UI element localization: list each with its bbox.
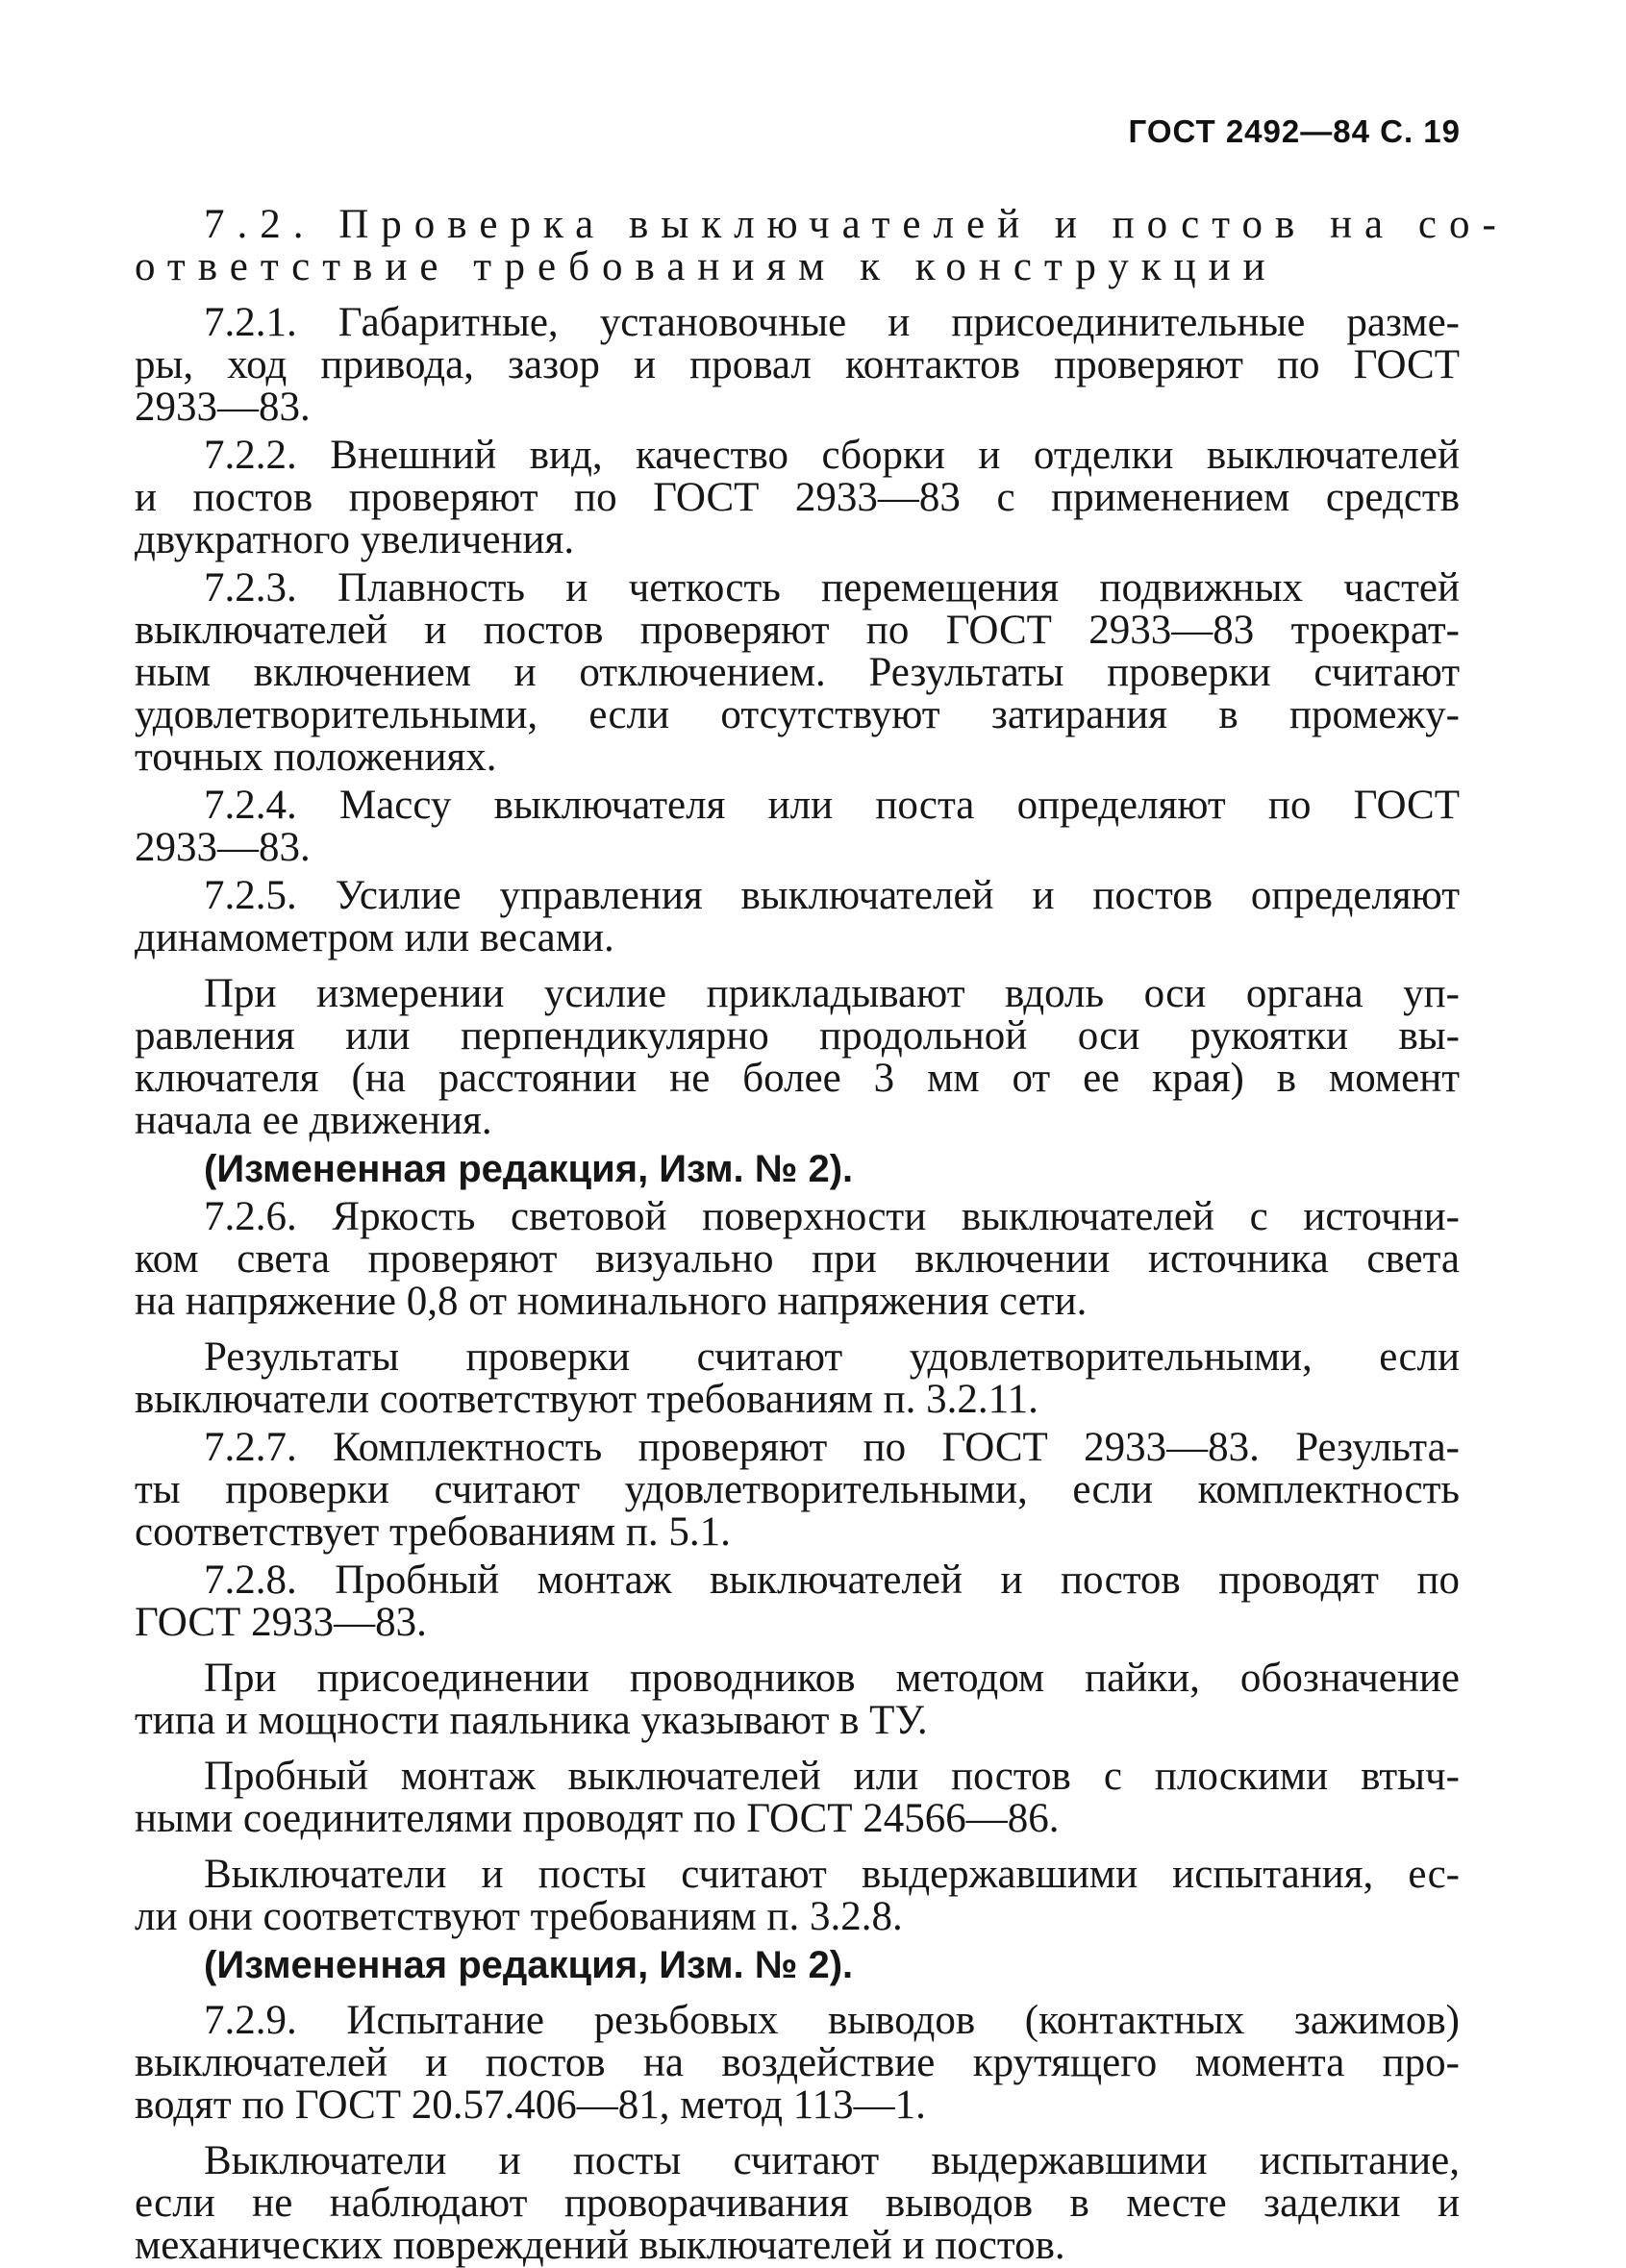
paragraph-7-2-2 <box>135 435 1460 561</box>
text-line: и постов проверяют по ГОСТ 2933—83 с применением средств <box>135 475 1460 520</box>
text-line: 7.2.3. Плавность и четкость перемещения подвижных частей <box>204 565 1460 611</box>
paragraph-7-2-8 <box>135 1559 1460 1644</box>
text-line: начала ее движения. <box>135 1098 492 1143</box>
text-line: Выключатели и посты считают выдержавшими испытание, <box>204 2138 1460 2183</box>
paragraph-7-2-3 <box>135 567 1460 779</box>
text-line: выключателей и постов на воздействие крутящего момента про- <box>135 2040 1460 2085</box>
text-line: ным включением и отключением. Результаты проверки считают <box>135 650 1460 695</box>
text-line: При измерении усилие прикладывают вдоль оси органа уп- <box>204 971 1460 1016</box>
text-line: ты проверки считают удовлетворительными, если комплектность <box>135 1467 1460 1512</box>
paragraph-7-2-5 <box>135 875 1460 960</box>
paragraph-7-2-9-result <box>135 2140 1460 2267</box>
text-line: (Измененная редакция, Изм. № 2). <box>204 1944 854 1986</box>
paragraph-7-2-7 <box>135 1427 1460 1554</box>
paragraph-7-2-4 <box>135 785 1460 869</box>
text-line: 7.2.4. Массу выключателя или поста определяют по ГОСТ <box>204 783 1460 828</box>
text-line: равления или перпендикулярно продольной оси рукоятки вы- <box>135 1013 1460 1059</box>
text-line: выключателей и постов проверяют по ГОСТ 2933—83 троекрат- <box>135 608 1460 653</box>
text-line: механических повреждений выключателей и постов. <box>135 2223 1065 2268</box>
paragraph-7-2-8-connectors <box>135 1756 1460 1840</box>
paragraph-7-2-1 <box>135 302 1460 429</box>
paragraph-7-2-6 <box>135 1196 1460 1323</box>
paragraph-7-2-5-measurement <box>135 973 1460 1142</box>
text-line: ГОСТ 2933—83. <box>135 1600 427 1645</box>
paragraph-7-2-6-results <box>135 1336 1460 1421</box>
text-line: 7.2.8. Пробный монтаж выключателей и постов проводят по <box>204 1558 1460 1603</box>
section-7-2-heading <box>135 202 1509 289</box>
text-line: 7.2. Проверка выключателей и постов на со- <box>204 202 1509 247</box>
text-line: 7.2.2. Внешний вид, качество сборки и отделки выключателей <box>204 433 1460 478</box>
text-line: 2933—83. <box>135 385 311 430</box>
text-line: 2933—83. <box>135 825 311 870</box>
text-line: удовлетворительными, если отсутствуют затирания в промежу- <box>135 692 1460 737</box>
text-line: ком света проверяют визуально при включении источника света <box>135 1236 1460 1282</box>
amendment-note <box>135 1148 1460 1190</box>
text-line: 7.2.6. Яркость световой поверхности выключателей с источни- <box>204 1194 1460 1239</box>
paragraph-7-2-8-result <box>135 1854 1460 1938</box>
text-line: динамометром или весами. <box>135 915 614 960</box>
text-line: соответствует требованиям п. 5.1. <box>135 1509 731 1555</box>
text-line: двукратного увеличения. <box>135 517 575 562</box>
text-line: если не наблюдают проворачивания выводов в месте заделки и <box>135 2181 1460 2226</box>
text-line: Результаты проверки считают удовлетворительными, если <box>204 1334 1460 1380</box>
text-line: ными соединителями проводят по ГОСТ 24566—86. <box>135 1796 1060 1841</box>
text-line: Выключатели и посты считают выдержавшими испытания, ес- <box>204 1852 1460 1897</box>
text-line: на напряжение 0,8 от номинального напряжения сети. <box>135 1279 1088 1324</box>
text-line: Пробный монтаж выключателей или постов с плоскими втыч- <box>204 1754 1460 1799</box>
text-line: точных положениях. <box>135 735 497 780</box>
text-line: (Измененная редакция, Изм. № 2). <box>204 1148 854 1190</box>
text-line: При присоединении проводников методом пайки, обозначение <box>204 1656 1460 1701</box>
text-line: 7.2.1. Габаритные, установочные и присоединительные разме- <box>204 300 1460 345</box>
text-line: выключатели соответствуют требованиям п. 3.2.11. <box>135 1377 1038 1422</box>
paragraph-7-2-9 <box>135 2000 1460 2127</box>
text-line: 7.2.7. Комплектность проверяют по ГОСТ 2933—83. Результа- <box>204 1425 1460 1470</box>
document-body <box>135 202 1509 2268</box>
text-line: типа и мощности паяльника указывают в ТУ. <box>135 1698 928 1743</box>
text-line: 7.2.5. Усилие управления выключателей и постов определяют <box>204 873 1460 918</box>
text-line: ключателя (на расстоянии не более 3 мм от ее края) в момент <box>135 1056 1460 1101</box>
text-line: ры, ход привода, зазор и провал контактов проверяют по ГОСТ <box>135 342 1460 387</box>
text-line: водят по ГОСТ 20.57.406—81, метод 113—1. <box>135 2082 926 2128</box>
paragraph-7-2-8-soldering <box>135 1657 1460 1742</box>
text-line: 7.2.9. Испытание резьбовых выводов (контактных зажимов) <box>204 1998 1460 2043</box>
text-line: ли они соответствуют требованиям п. 3.2.8. <box>135 1894 903 1939</box>
amendment-note <box>135 1944 1460 1986</box>
page-header: ГОСТ 2492—84 С. 19 <box>1128 113 1461 149</box>
text-line: ответствие требованиям к конструкции <box>135 244 1278 289</box>
